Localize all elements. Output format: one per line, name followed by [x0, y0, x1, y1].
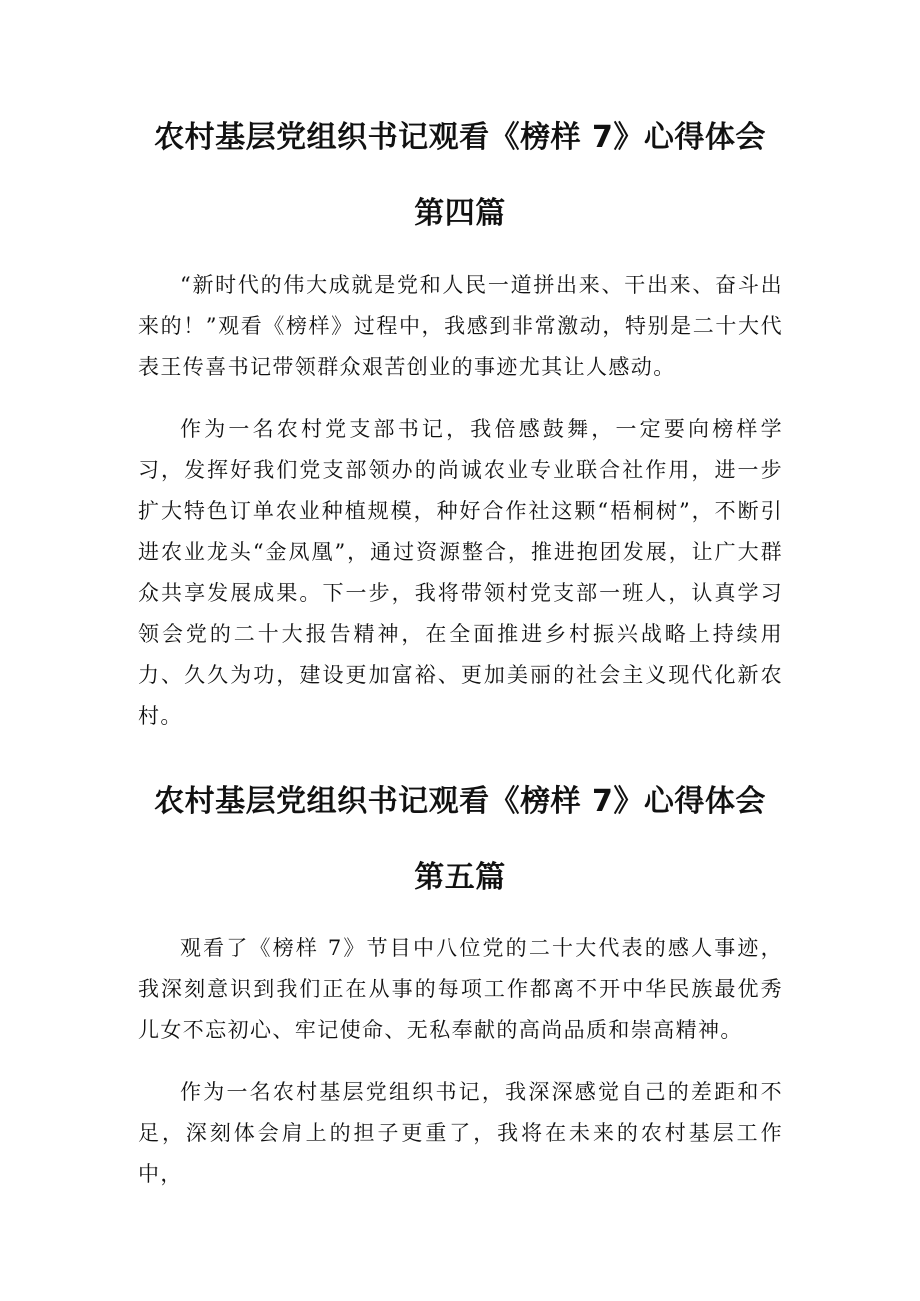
- section5-title-line1: 农村基层党组织书记观看《榜样 7》心得体会: [154, 784, 766, 819]
- section5-paragraph-2: 作为一名农村基层党组织书记，我深深感觉自己的差距和不足，深刻体会肩上的担子更重了，我将在未来的农村基层工作中，: [138, 1080, 783, 1186]
- section4-title-line1: 农村基层党组织书记观看《榜样 7》心得体会: [154, 120, 766, 155]
- section5-title-line2: 第五篇: [414, 860, 506, 895]
- section5-paragraph-1: 观看了《榜样 7》节目中八位党的二十大代表的感人事迹，我深刻意识到我们正在从事的每项工作都离不开中华民族最优秀儿女不忘初心、牢记使命、无私奉献的高尚品质和崇高精神。: [138, 936, 783, 1042]
- section4-paragraph-2: 作为一名农村党支部书记，我倍感鼓舞，一定要向榜样学习，发挥好我们党支部领办的尚诚农业专业联合社作用，进一步扩大特色订单农业种植规模，种好合作社这颗“梧桐树”，不断引进农业龙头“金凤凰”，通过资源整合，推进抱团发展，让广大群众共享发展成果。下一步，我将带领村党支部一班人，认真学习领会党的二十大报告精神，在全面推进乡村振兴战略上持续用力、久久为功，建设更加富裕、更加美丽的社会主义现代化新农村。: [138, 417, 783, 728]
- section4-title-line2: 第四篇: [414, 196, 506, 231]
- section4-paragraph-1: “新时代的伟大成就是党和人民一道拼出来、干出来、奋斗出来的！”观看《榜样》过程中，我感到非常激动，特别是二十大代表王传喜书记带领群众艰苦创业的事迹尤其让人感动。: [138, 273, 783, 379]
